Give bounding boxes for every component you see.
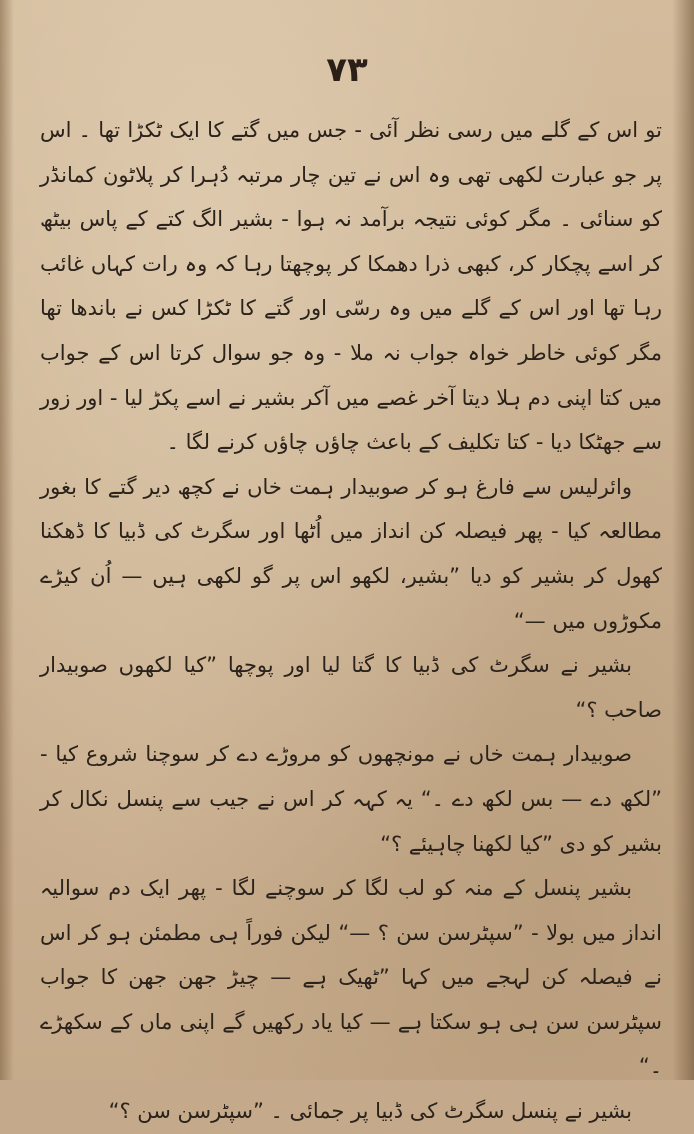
paragraph: بشیر نے پنسل سگرٹ کی ڈبیا پر جمائی ۔ ”سپٹرسن سن ؟“ xyxy=(108,1099,632,1124)
page-edge-shadow-left xyxy=(0,0,14,1080)
paragraph: تو اس کے گلے میں رسی نظر آئی - جس میں گتے کا ایک ٹکڑا تھا ۔ اس پر جو عبارت لکھی تھی وہ اس نے تین چار مرتبہ دُہرا کر پلاٹون کمانڈر کو سنائی ۔ مگر کوئی نتیجہ برآمد نہ ہوا - بشیر الگ کتے کے پاس بیٹھ کر اسے پچکار کر، کبھی ذرا دھمکا کر پوچھتا رہا کہ وہ رات کہاں غائب رہا تھا اور اس کے گلے میں وہ رسّی اور گتے کا ٹکڑا کس نے باندھا تھا مگر کوئی خاطر خواہ جواب نہ ملا - وہ جو سوال کرتا اس کے جواب میں کتا اپنی دم ہلا دیتا آخر غصے میں آکر بشیر نے اسے پکڑ لیا - اور زور سے جھٹکا دیا - کتا تکلیف کے باعث چاؤں چاؤں کرنے لگا ۔ xyxy=(40,118,662,455)
paragraph: صوبیدار ہمت خاں نے مونچھوں کو مروڑے دے کر سوچنا شروع کیا - ”لکھ دے — بس لکھ دے ۔“ یہ کہہ کر اس نے جیب سے پنسل نکال کر بشیر کو دی ”کیا لکھنا چاہیئے ؟“ xyxy=(40,742,662,856)
page-number: ۷۳ xyxy=(326,50,368,90)
page-edge-shadow-right xyxy=(672,0,694,1080)
paragraph: بشیر نے سگرٹ کی ڈبیا کا گتا لیا اور پوچھا ”کیا لکھوں صوبیدار صاحب ؟“ xyxy=(40,653,662,722)
paragraph: بشیر پنسل کے منہ کو لب لگا کر سوچنے لگا - پھر ایک دم سوالیہ انداز میں بولا - ”سپٹرسن سن ؟ —“ لیکن فوراً ہی مطمئن ہو کر اس نے فیصلہ کن لہجے میں کہا ”ٹھیک ہے — چیڑ جھن جھن کا جواب سپٹرسن سن ہی ہو سکتا ہے — کیا یاد رکھیں گے اپنی ماں کے سکھڑے ۔“ xyxy=(40,876,662,1079)
paragraph: وائرلیس سے فارغ ہو کر صوبیدار ہمت خاں نے کچھ دیر گتے کا بغور مطالعہ کیا - پھر فیصلہ کن انداز میں اُٹھا اور سگرٹ کی ڈبیا کا ڈھکنا کھول کر بشیر کو دیا ”بشیر، لکھو اس پر گو لکھی ہیں — اُن کیڑے مکوڑوں میں —“ xyxy=(40,474,662,633)
page-text-body xyxy=(40,108,662,1134)
